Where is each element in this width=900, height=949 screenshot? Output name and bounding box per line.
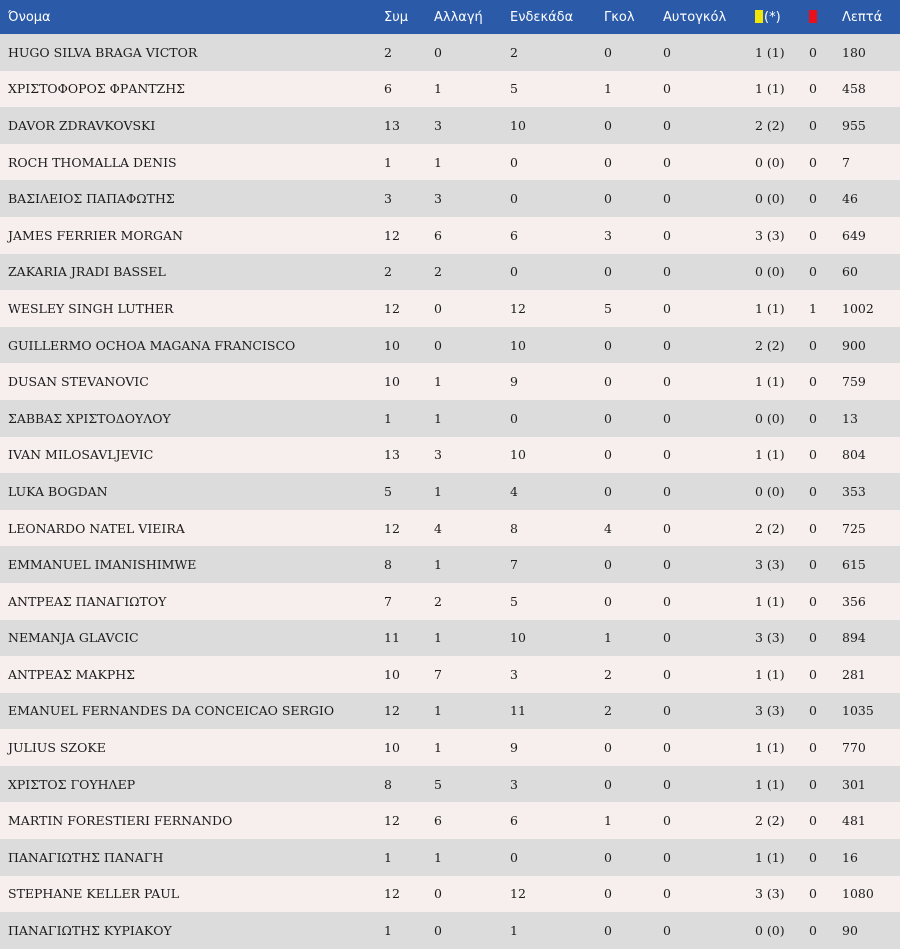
yellow-cards-cell: 3 (3) xyxy=(755,557,785,573)
starts-cell: 10 xyxy=(510,337,526,353)
own-goals-cell: 0 xyxy=(663,557,671,573)
sub-cell: 1 xyxy=(434,849,442,865)
table-body xyxy=(0,34,900,949)
player-name-cell[interactable]: GUILLERMO OCHOA MAGANA FRANCISCO xyxy=(8,337,296,353)
starts-cell: 4 xyxy=(510,483,518,499)
sub-cell: 3 xyxy=(434,191,442,207)
goals-cell: 0 xyxy=(604,923,612,939)
table-row xyxy=(0,802,900,839)
goals-cell: 0 xyxy=(604,337,612,353)
red-cards-cell: 0 xyxy=(809,191,817,207)
own-goals-cell: 0 xyxy=(663,300,671,316)
goals-cell: 0 xyxy=(604,483,612,499)
own-goals-cell: 0 xyxy=(663,520,671,536)
col-header-red-cards[interactable] xyxy=(809,0,842,34)
table-row xyxy=(0,766,900,803)
own-goals-cell: 0 xyxy=(663,483,671,499)
table-header xyxy=(0,0,900,34)
red-cards-cell: 0 xyxy=(809,520,817,536)
apps-cell: 8 xyxy=(384,557,392,573)
sub-cell: 7 xyxy=(434,666,442,682)
starts-cell: 5 xyxy=(510,593,518,609)
apps-cell: 2 xyxy=(384,44,392,60)
player-name-cell[interactable]: ΑΝΤΡΕΑΣ ΜΑΚΡΗΣ xyxy=(8,666,135,682)
starts-cell: 0 xyxy=(510,849,518,865)
starts-cell: 8 xyxy=(510,520,518,536)
goals-cell: 4 xyxy=(604,520,612,536)
starts-cell: 0 xyxy=(510,264,518,280)
yellow-card-icon xyxy=(755,10,763,23)
apps-cell: 1 xyxy=(384,923,392,939)
red-cards-cell: 0 xyxy=(809,81,817,97)
yellow-cards-cell: 2 (2) xyxy=(755,813,785,829)
red-cards-cell: 0 xyxy=(809,117,817,133)
starts-cell: 12 xyxy=(510,886,526,902)
red-cards-cell: 0 xyxy=(809,447,817,463)
minutes-cell: 894 xyxy=(842,630,866,646)
red-cards-cell: 0 xyxy=(809,740,817,756)
red-cards-cell: 0 xyxy=(809,666,817,682)
starts-cell: 0 xyxy=(510,191,518,207)
minutes-cell: 900 xyxy=(842,337,866,353)
table-row xyxy=(0,876,900,913)
starts-cell: 0 xyxy=(510,154,518,170)
sub-cell: 1 xyxy=(434,557,442,573)
starts-cell: 3 xyxy=(510,776,518,792)
yellow-cards-cell: 1 (1) xyxy=(755,81,785,97)
red-cards-cell: 0 xyxy=(809,483,817,499)
minutes-cell: 281 xyxy=(842,666,866,682)
table-row xyxy=(0,839,900,876)
own-goals-cell: 0 xyxy=(663,81,671,97)
goals-cell: 1 xyxy=(604,630,612,646)
starts-cell: 3 xyxy=(510,666,518,682)
own-goals-cell: 0 xyxy=(663,227,671,243)
yellow-cards-cell: 3 (3) xyxy=(755,703,785,719)
sub-cell: 1 xyxy=(434,410,442,426)
own-goals-cell: 0 xyxy=(663,410,671,426)
own-goals-cell: 0 xyxy=(663,374,671,390)
own-goals-cell: 0 xyxy=(663,923,671,939)
minutes-cell: 759 xyxy=(842,374,866,390)
minutes-cell: 458 xyxy=(842,81,866,97)
table-row xyxy=(0,217,900,254)
starts-cell: 5 xyxy=(510,81,518,97)
starts-cell: 11 xyxy=(510,703,526,719)
minutes-cell: 615 xyxy=(842,557,866,573)
table-row xyxy=(0,180,900,217)
goals-cell: 0 xyxy=(604,44,612,60)
yellow-cards-cell: 1 (1) xyxy=(755,666,785,682)
player-name-cell[interactable]: ΠΑΝΑΓΙΩΤΗΣ ΠΑΝΑΓΗ xyxy=(8,849,164,865)
starts-cell: 7 xyxy=(510,557,518,573)
goals-cell: 0 xyxy=(604,374,612,390)
player-name-cell[interactable]: ΧΡΙΣΤΟΣ ΓΟΥΗΛΕΡ xyxy=(8,776,136,792)
player-name-cell[interactable]: DUSAN STEVANOVIC xyxy=(8,374,149,390)
player-name-cell[interactable]: LEONARDO NATEL VIEIRA xyxy=(8,520,185,536)
sub-cell: 0 xyxy=(434,337,442,353)
player-name-cell[interactable]: EMMANUEL IMANISHIMWE xyxy=(8,557,197,573)
header-row xyxy=(0,0,900,34)
apps-cell: 8 xyxy=(384,776,392,792)
minutes-cell: 1002 xyxy=(842,300,874,316)
player-name-cell[interactable]: ROCH THOMALLA DENIS xyxy=(8,154,177,170)
apps-cell: 10 xyxy=(384,740,400,756)
sub-cell: 1 xyxy=(434,703,442,719)
minutes-cell: 481 xyxy=(842,813,866,829)
goals-cell: 2 xyxy=(604,703,612,719)
table-row xyxy=(0,363,900,400)
starts-cell: 2 xyxy=(510,44,518,60)
starts-cell: 12 xyxy=(510,300,526,316)
minutes-cell: 1035 xyxy=(842,703,874,719)
goals-cell: 5 xyxy=(604,300,612,316)
apps-cell: 12 xyxy=(384,227,400,243)
table-row xyxy=(0,693,900,730)
table-row xyxy=(0,912,900,949)
starts-cell: 10 xyxy=(510,117,526,133)
goals-cell: 0 xyxy=(604,410,612,426)
player-name-cell[interactable]: HUGO SILVA BRAGA VICTOR xyxy=(8,44,198,60)
yellow-cards-cell: 1 (1) xyxy=(755,593,785,609)
red-cards-cell: 0 xyxy=(809,557,817,573)
own-goals-cell: 0 xyxy=(663,630,671,646)
player-name-cell[interactable]: ΣΑΒΒΑΣ ΧΡΙΣΤΟΔΟΥΛΟΥ xyxy=(8,410,171,426)
yellow-cards-cell: 0 (0) xyxy=(755,264,785,280)
apps-cell: 1 xyxy=(384,849,392,865)
own-goals-cell: 0 xyxy=(663,776,671,792)
goals-cell: 0 xyxy=(604,154,612,170)
table-row xyxy=(0,729,900,766)
table-row xyxy=(0,254,900,291)
red-cards-cell: 0 xyxy=(809,44,817,60)
red-cards-cell: 0 xyxy=(809,813,817,829)
goals-cell: 0 xyxy=(604,740,612,756)
table-row xyxy=(0,400,900,437)
red-cards-cell: 0 xyxy=(809,410,817,426)
own-goals-cell: 0 xyxy=(663,703,671,719)
yellow-cards-cell: 1 (1) xyxy=(755,740,785,756)
player-name-cell[interactable]: EMANUEL FERNANDES DA CONCEICAO SERGIO xyxy=(8,703,335,719)
minutes-cell: 649 xyxy=(842,227,866,243)
apps-cell: 7 xyxy=(384,593,392,609)
col-header-own-goals[interactable]: Αυτογκόλ xyxy=(663,9,727,25)
table-row xyxy=(0,71,900,108)
apps-cell: 6 xyxy=(384,81,392,97)
starts-cell: 10 xyxy=(510,630,526,646)
player-name-cell[interactable]: STEPHANE KELLER PAUL xyxy=(8,886,180,902)
yellow-cards-cell: 3 (3) xyxy=(755,886,785,902)
player-name-cell[interactable]: IVAN MILOSAVLJEVIC xyxy=(8,447,154,463)
table-row xyxy=(0,34,900,71)
col-header-goals[interactable]: Γκολ xyxy=(604,9,635,25)
yellow-cards-cell: 0 (0) xyxy=(755,191,785,207)
red-card-icon xyxy=(809,10,817,23)
goals-cell: 0 xyxy=(604,886,612,902)
goals-cell: 0 xyxy=(604,447,612,463)
goals-cell: 1 xyxy=(604,813,612,829)
own-goals-cell: 0 xyxy=(663,666,671,682)
red-cards-cell: 0 xyxy=(809,923,817,939)
apps-cell: 1 xyxy=(384,410,392,426)
yellow-card-note: (*) xyxy=(764,9,781,25)
own-goals-cell: 0 xyxy=(663,117,671,133)
sub-cell: 0 xyxy=(434,923,442,939)
minutes-cell: 770 xyxy=(842,740,866,756)
table-row xyxy=(0,656,900,693)
starts-cell: 6 xyxy=(510,813,518,829)
sub-cell: 1 xyxy=(434,740,442,756)
col-header-apps[interactable]: Συμ xyxy=(384,9,409,25)
sub-cell: 1 xyxy=(434,630,442,646)
own-goals-cell: 0 xyxy=(663,740,671,756)
red-cards-cell: 0 xyxy=(809,703,817,719)
apps-cell: 12 xyxy=(384,703,400,719)
own-goals-cell: 0 xyxy=(663,191,671,207)
minutes-cell: 353 xyxy=(842,483,866,499)
sub-cell: 4 xyxy=(434,520,442,536)
table-row xyxy=(0,473,900,510)
minutes-cell: 13 xyxy=(842,410,858,426)
table-row xyxy=(0,510,900,547)
red-cards-cell: 0 xyxy=(809,374,817,390)
sub-cell: 0 xyxy=(434,300,442,316)
table-row xyxy=(0,546,900,583)
goals-cell: 0 xyxy=(604,849,612,865)
apps-cell: 10 xyxy=(384,337,400,353)
sub-cell: 5 xyxy=(434,776,442,792)
minutes-cell: 1080 xyxy=(842,886,874,902)
starts-cell: 10 xyxy=(510,447,526,463)
goals-cell: 0 xyxy=(604,593,612,609)
yellow-cards-cell: 2 (2) xyxy=(755,337,785,353)
apps-cell: 1 xyxy=(384,154,392,170)
goals-cell: 0 xyxy=(604,557,612,573)
red-cards-cell: 1 xyxy=(809,300,817,316)
apps-cell: 12 xyxy=(384,886,400,902)
minutes-cell: 46 xyxy=(842,191,858,207)
minutes-cell: 955 xyxy=(842,117,866,133)
player-name-cell[interactable]: ΒΑΣΙΛΕΙΟΣ ΠΑΠΑΦΩΤΗΣ xyxy=(8,191,175,207)
sub-cell: 6 xyxy=(434,227,442,243)
own-goals-cell: 0 xyxy=(663,154,671,170)
own-goals-cell: 0 xyxy=(663,264,671,280)
sub-cell: 1 xyxy=(434,81,442,97)
own-goals-cell: 0 xyxy=(663,337,671,353)
goals-cell: 0 xyxy=(604,191,612,207)
yellow-cards-cell: 1 (1) xyxy=(755,447,785,463)
starts-cell: 1 xyxy=(510,923,518,939)
own-goals-cell: 0 xyxy=(663,886,671,902)
red-cards-cell: 0 xyxy=(809,264,817,280)
yellow-cards-cell: 1 (1) xyxy=(755,374,785,390)
goals-cell: 3 xyxy=(604,227,612,243)
player-name-cell[interactable]: JAMES FERRIER MORGAN xyxy=(8,227,183,243)
player-name-cell[interactable]: LUKA BOGDAN xyxy=(8,483,108,499)
apps-cell: 3 xyxy=(384,191,392,207)
apps-cell: 12 xyxy=(384,300,400,316)
minutes-cell: 180 xyxy=(842,44,866,60)
red-cards-cell: 0 xyxy=(809,154,817,170)
table-row xyxy=(0,327,900,364)
sub-cell: 3 xyxy=(434,117,442,133)
red-cards-cell: 0 xyxy=(809,630,817,646)
starts-cell: 6 xyxy=(510,227,518,243)
own-goals-cell: 0 xyxy=(663,593,671,609)
player-name-cell[interactable]: ΑΝΤΡΕΑΣ ΠΑΝΑΓΙΩΤΟΥ xyxy=(8,593,167,609)
col-header-minutes[interactable]: Λεπτά xyxy=(842,9,883,25)
player-name-cell[interactable]: JULIUS SZOKE xyxy=(8,740,106,756)
minutes-cell: 60 xyxy=(842,264,858,280)
yellow-cards-cell: 1 (1) xyxy=(755,44,785,60)
own-goals-cell: 0 xyxy=(663,447,671,463)
red-cards-cell: 0 xyxy=(809,337,817,353)
minutes-cell: 7 xyxy=(842,154,850,170)
red-cards-cell: 0 xyxy=(809,849,817,865)
goals-cell: 0 xyxy=(604,117,612,133)
apps-cell: 13 xyxy=(384,447,400,463)
yellow-cards-cell: 0 (0) xyxy=(755,923,785,939)
starts-cell: 9 xyxy=(510,740,518,756)
player-name-cell[interactable]: ΠΑΝΑΓΙΩΤΗΣ ΚΥΡΙΑΚΟΥ xyxy=(8,923,172,939)
table-row xyxy=(0,107,900,144)
player-name-cell[interactable]: ΧΡΙΣΤΟΦΟΡΟΣ ΦΡΑΝΤΖΗΣ xyxy=(8,81,186,97)
starts-cell: 0 xyxy=(510,410,518,426)
goals-cell: 0 xyxy=(604,264,612,280)
own-goals-cell: 0 xyxy=(663,813,671,829)
apps-cell: 5 xyxy=(384,483,392,499)
own-goals-cell: 0 xyxy=(663,44,671,60)
col-header-name[interactable]: Όνομα xyxy=(8,9,51,25)
minutes-cell: 804 xyxy=(842,447,866,463)
table-row xyxy=(0,144,900,181)
apps-cell: 10 xyxy=(384,666,400,682)
starts-cell: 9 xyxy=(510,374,518,390)
red-cards-cell: 0 xyxy=(809,886,817,902)
goals-cell: 1 xyxy=(604,81,612,97)
red-cards-cell: 0 xyxy=(809,776,817,792)
apps-cell: 2 xyxy=(384,264,392,280)
apps-cell: 12 xyxy=(384,520,400,536)
sub-cell: 2 xyxy=(434,264,442,280)
sub-cell: 0 xyxy=(434,886,442,902)
sub-cell: 1 xyxy=(434,154,442,170)
apps-cell: 11 xyxy=(384,630,400,646)
sub-cell: 1 xyxy=(434,483,442,499)
player-name-cell[interactable]: WESLEY SINGH LUTHER xyxy=(8,300,174,316)
goals-cell: 2 xyxy=(604,666,612,682)
table-row xyxy=(0,583,900,620)
minutes-cell: 356 xyxy=(842,593,866,609)
yellow-cards-cell: 3 (3) xyxy=(755,227,785,243)
apps-cell: 13 xyxy=(384,117,400,133)
player-name-cell[interactable]: ZAKARIA JRADI BASSEL xyxy=(8,264,166,280)
minutes-cell: 301 xyxy=(842,776,866,792)
player-name-cell[interactable]: NEMANJA GLAVCIC xyxy=(8,630,139,646)
table-row xyxy=(0,290,900,327)
yellow-cards-cell: 0 (0) xyxy=(755,410,785,426)
yellow-cards-cell: 2 (2) xyxy=(755,520,785,536)
yellow-cards-cell: 3 (3) xyxy=(755,630,785,646)
table-row xyxy=(0,437,900,474)
col-header-sub[interactable]: Αλλαγή xyxy=(434,9,483,25)
own-goals-cell: 0 xyxy=(663,849,671,865)
sub-cell: 3 xyxy=(434,447,442,463)
col-header-starts[interactable]: Ενδεκάδα xyxy=(510,9,574,25)
goals-cell: 0 xyxy=(604,776,612,792)
sub-cell: 1 xyxy=(434,374,442,390)
minutes-cell: 90 xyxy=(842,923,858,939)
player-name-cell[interactable]: DAVOR ZDRAVKOVSKI xyxy=(8,117,156,133)
yellow-cards-cell: 1 (1) xyxy=(755,849,785,865)
yellow-cards-cell: 0 (0) xyxy=(755,483,785,499)
red-cards-cell: 0 xyxy=(809,593,817,609)
sub-cell: 0 xyxy=(434,44,442,60)
apps-cell: 12 xyxy=(384,813,400,829)
player-name-cell[interactable]: MARTIN FORESTIERI FERNANDO xyxy=(8,813,233,829)
yellow-cards-cell: 2 (2) xyxy=(755,117,785,133)
yellow-cards-cell: 1 (1) xyxy=(755,300,785,316)
minutes-cell: 725 xyxy=(842,520,866,536)
sub-cell: 6 xyxy=(434,813,442,829)
sub-cell: 2 xyxy=(434,593,442,609)
yellow-cards-cell: 0 (0) xyxy=(755,154,785,170)
red-cards-cell: 0 xyxy=(809,227,817,243)
table-row xyxy=(0,620,900,657)
col-header-yellow-cards[interactable] xyxy=(755,0,809,34)
minutes-cell: 16 xyxy=(842,849,858,865)
apps-cell: 10 xyxy=(384,374,400,390)
yellow-cards-cell: 1 (1) xyxy=(755,776,785,792)
